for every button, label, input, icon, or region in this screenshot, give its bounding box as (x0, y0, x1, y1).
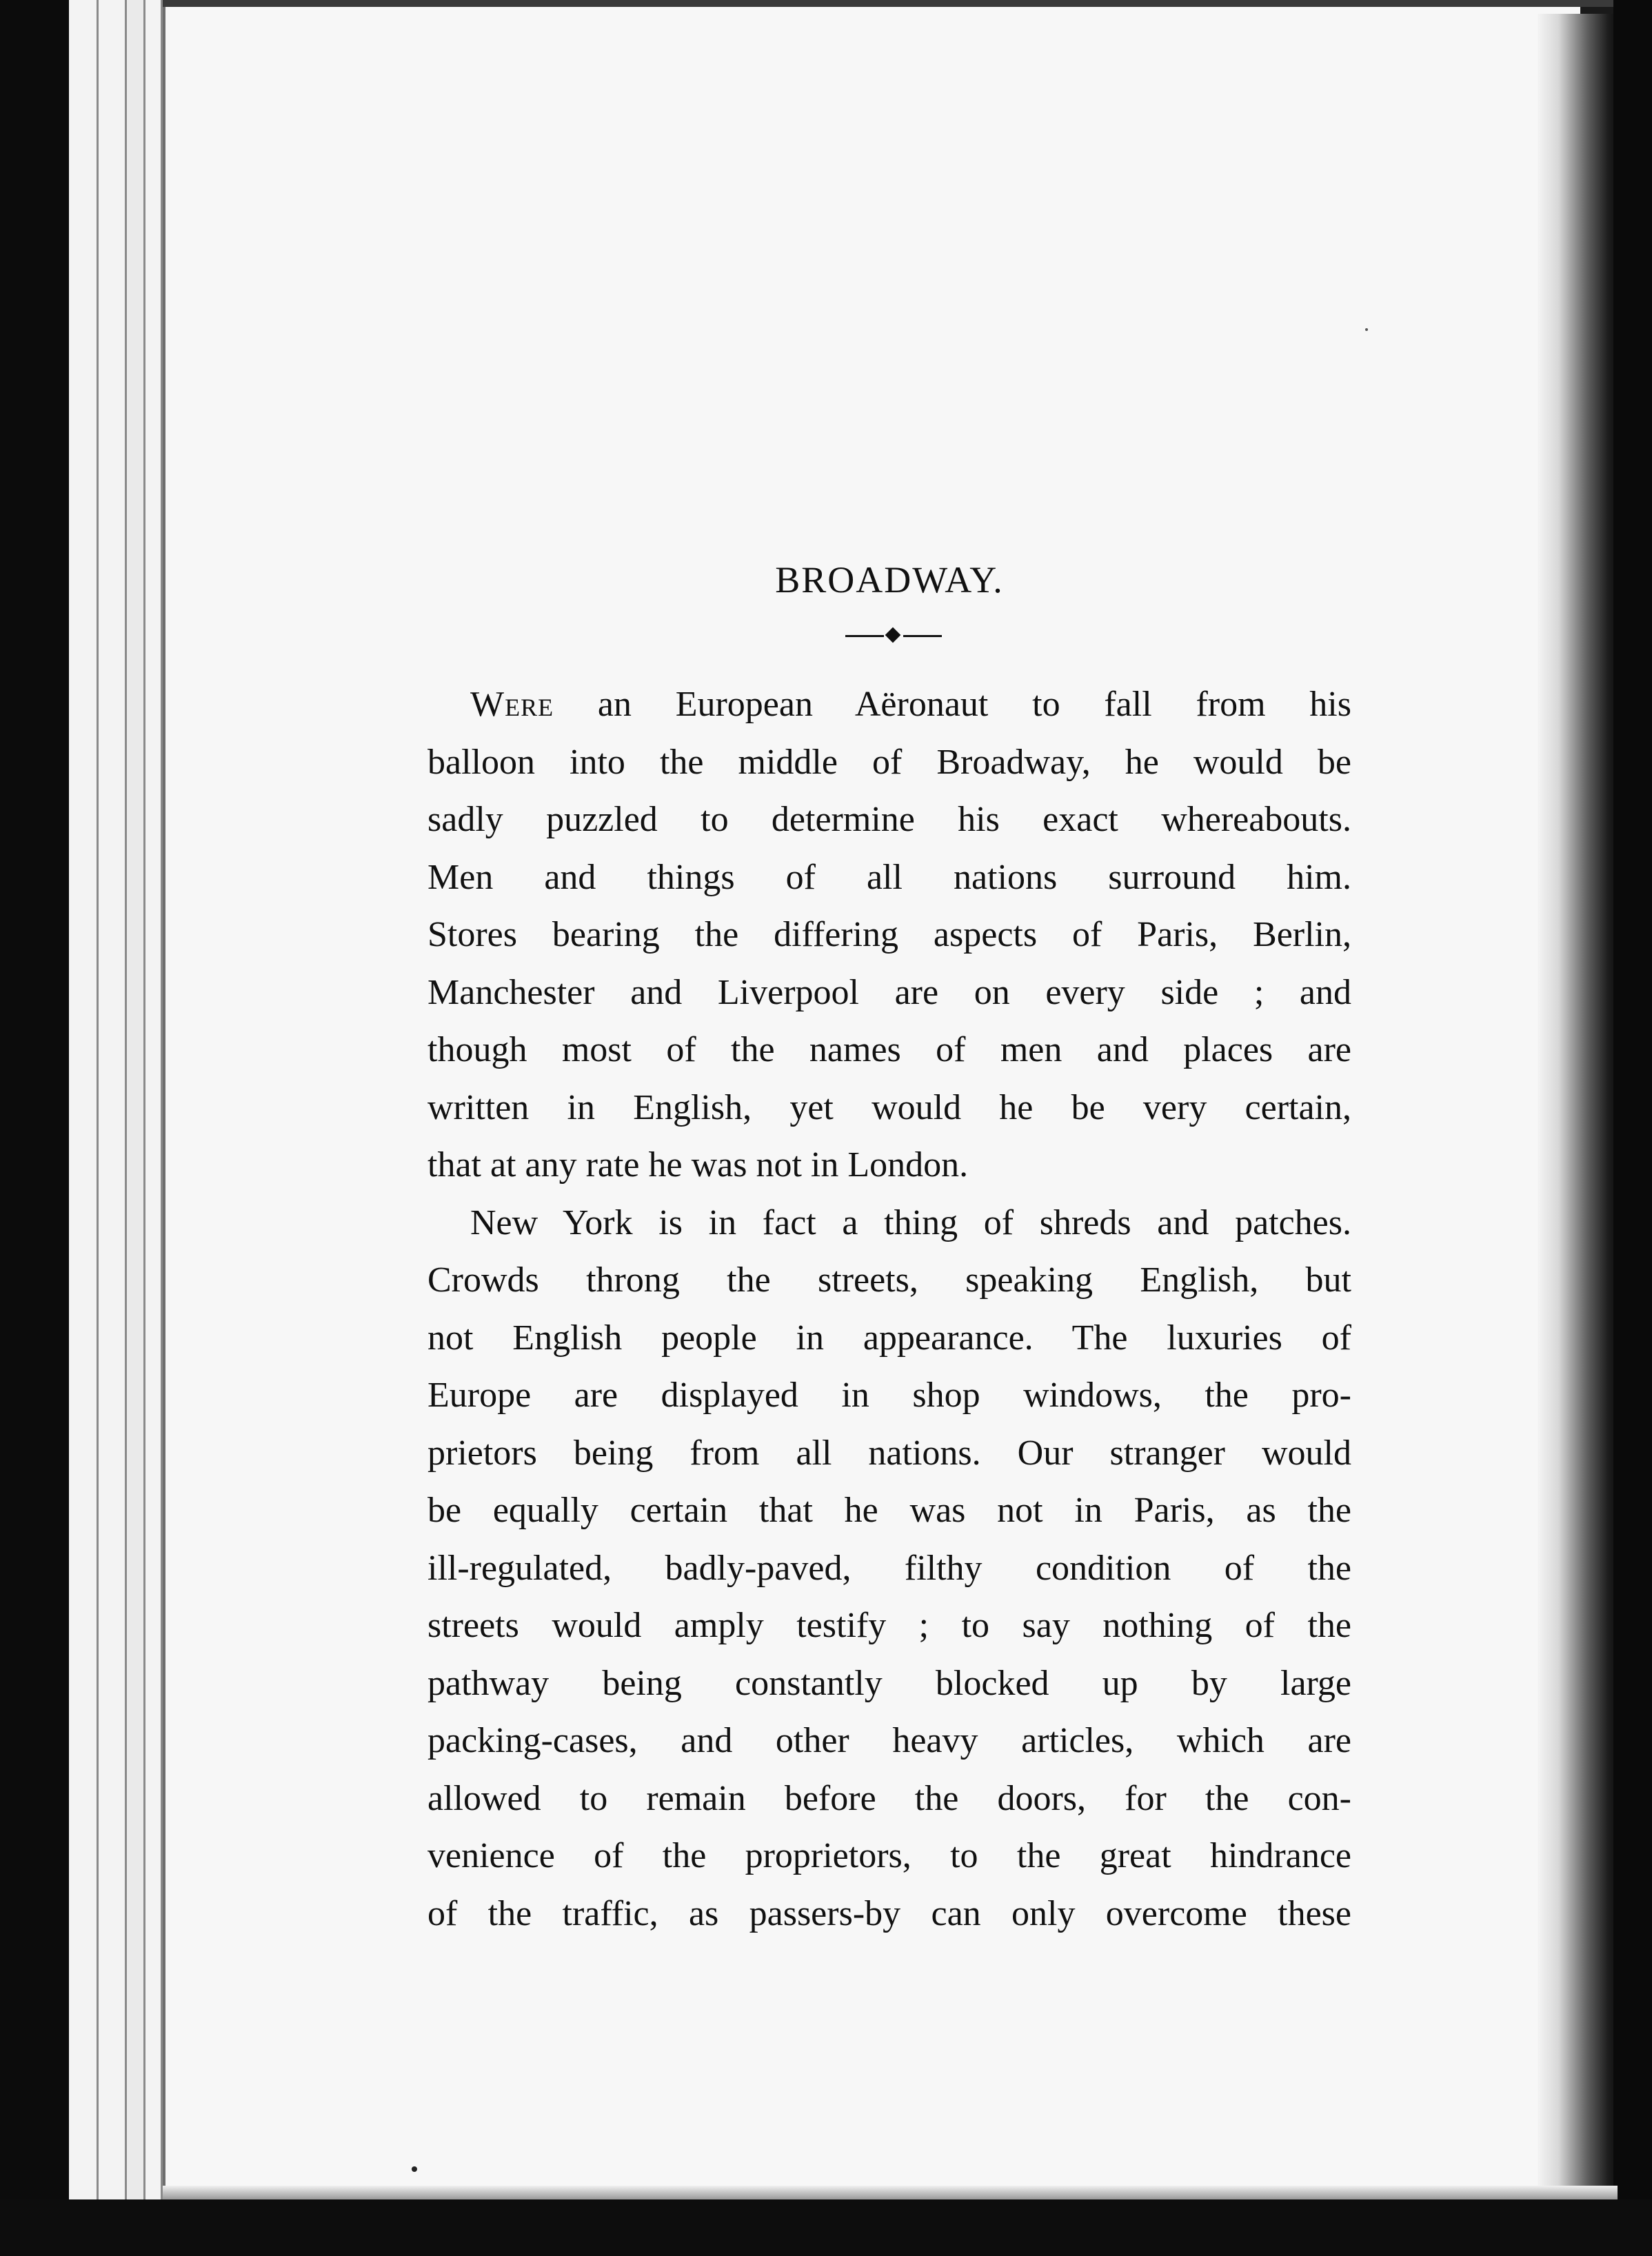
text-line: sadly puzzled to determine his exact whereabouts. (427, 800, 1351, 839)
text-line: Manchester and Liverpool are on every side ; and (427, 972, 1351, 1012)
text-line: Were an European Aëronaut to fall from his (470, 685, 1351, 724)
title-ornament (845, 627, 942, 644)
text-line: of the traffic, as passers-by can only overcome these (427, 1893, 1351, 1933)
ornament-rule-right (903, 635, 942, 637)
ink-speck (1365, 328, 1368, 331)
page-edge (145, 0, 163, 2256)
text-line: written in English, yet would he be very certain, (427, 1087, 1351, 1127)
text-line: Stores bearing the differing aspects of Paris, Berlin, (427, 915, 1351, 954)
right-black-margin (1613, 0, 1652, 2256)
text-line: venience of the proprietors, to the great hindrance (427, 1836, 1351, 1875)
text-line: that at any rate he was not in London. (427, 1145, 969, 1185)
text-line: Crowds throng the streets, speaking English, but (427, 1260, 1351, 1300)
chapter-title: BROADWAY. (775, 559, 1004, 601)
bottom-black-margin (0, 2199, 1652, 2256)
text-line: allowed to remain before the doors, for the con- (427, 1778, 1351, 1818)
text-line: be equally certain that he was not in Paris, as the (427, 1491, 1351, 1530)
text-line: balloon into the middle of Broadway, he would be (427, 742, 1351, 782)
text-line: though most of the names of men and places are (427, 1030, 1351, 1069)
page-edge (99, 0, 127, 2256)
text-line: pathway being constantly blocked up by large (427, 1663, 1351, 1703)
page-edge (127, 0, 145, 2256)
text-line: not English people in appearance. The luxuries of (427, 1318, 1351, 1358)
opening-word: Were (470, 685, 554, 724)
left-binding-shadow (0, 0, 69, 2256)
page-top-edge (163, 0, 1618, 7)
ink-speck (412, 2166, 417, 2172)
text-line: ill-regulated, badly-paved, filthy condition of the (427, 1548, 1351, 1588)
ornament-diamond-icon (885, 627, 901, 643)
ornament-rule-left (845, 635, 884, 637)
text-line: New York is in fact a thing of shreds and patches. (470, 1202, 1351, 1242)
page-bottom-edge (163, 2186, 1618, 2199)
text-line: Europe are displayed in shop windows, the pro- (427, 1376, 1351, 1415)
text-line: Men and things of all nations surround him. (427, 857, 1351, 897)
text-line: packing-cases, and other heavy articles, which are (427, 1721, 1351, 1760)
text-line: streets would amply testify ; to say nothing of the (427, 1606, 1351, 1645)
body-text (427, 676, 1351, 1942)
page-edge (69, 0, 99, 2256)
text-line: prietors being from all nations. Our stranger would (427, 1433, 1351, 1473)
right-gutter-shadow (1538, 14, 1620, 2199)
